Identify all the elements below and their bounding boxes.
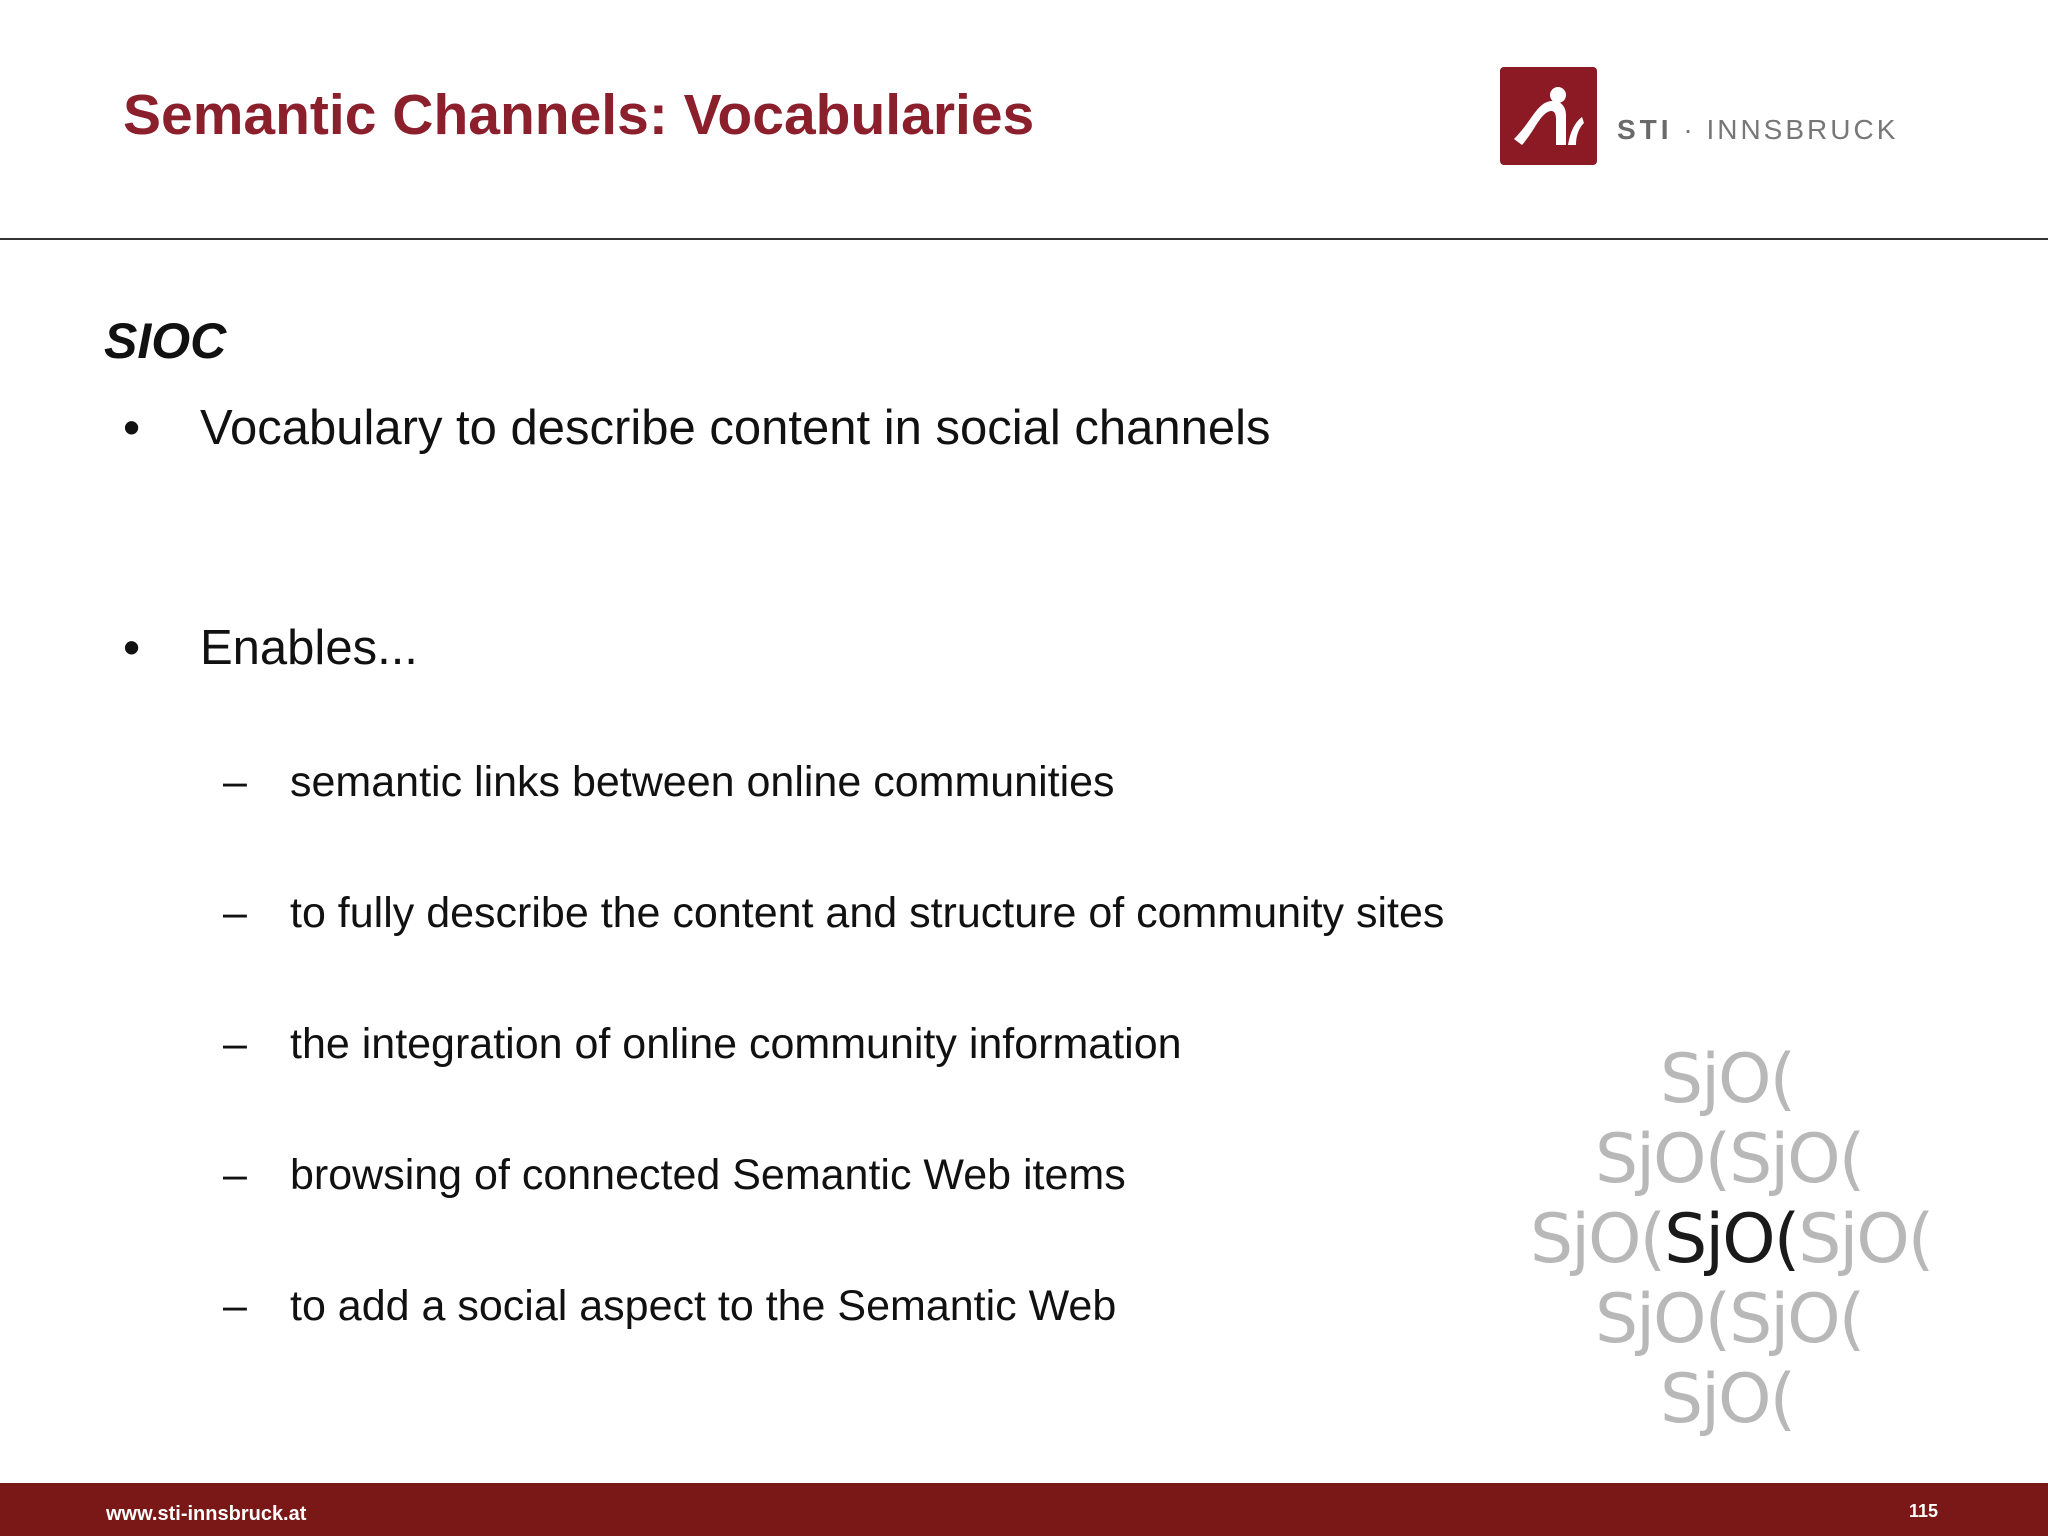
sioc-logo xyxy=(1530,1040,1950,1440)
sub-item-text: the integration of online community information xyxy=(290,1020,1182,1068)
sioc-logo-center: SjO( xyxy=(1664,1200,1799,1279)
sioc-logo-row: SjO(SjO( xyxy=(1595,1280,1864,1359)
sioc-logo-row: SjO( xyxy=(1660,1360,1795,1439)
sioc-logo-row: SjO(SjO( xyxy=(1595,1120,1864,1199)
dash-mark: – xyxy=(223,1282,247,1330)
sti-logo-text: STI · INNSBRUCK xyxy=(1617,114,1899,145)
header-divider xyxy=(0,238,2048,240)
bullet-mark: • xyxy=(123,401,141,455)
page-number: 115 xyxy=(1909,1501,1939,1521)
slide-title: Semantic Channels: Vocabularies xyxy=(123,83,1035,147)
sub-item-text: browsing of connected Semantic Web items xyxy=(290,1151,1126,1199)
sti-innsbruck-logo xyxy=(1500,67,1920,167)
sub-item-text: to add a social aspect to the Semantic Web xyxy=(290,1282,1117,1330)
sioc-logo-row: SjO(SjO(SjO( xyxy=(1530,1200,1933,1279)
dash-mark: – xyxy=(223,1151,247,1199)
footer-bar xyxy=(0,1483,2048,1536)
sti-logo-icon xyxy=(1500,67,1597,165)
bullet-mark: • xyxy=(123,621,141,675)
dash-mark: – xyxy=(223,1020,247,1068)
sub-item-text: semantic links between online communities xyxy=(290,758,1115,806)
bullet-text: Vocabulary to describe content in social channels xyxy=(200,401,1271,455)
sioc-logo-row: SjO( xyxy=(1660,1040,1795,1119)
footer-url: www.sti-innsbruck.at xyxy=(106,1503,307,1525)
sub-item-text: to fully describe the content and structure of community sites xyxy=(290,889,1445,937)
dash-mark: – xyxy=(223,889,247,937)
bullet-text: Enables... xyxy=(200,621,418,675)
dash-mark: – xyxy=(223,758,247,806)
section-heading: SIOC xyxy=(104,313,227,369)
